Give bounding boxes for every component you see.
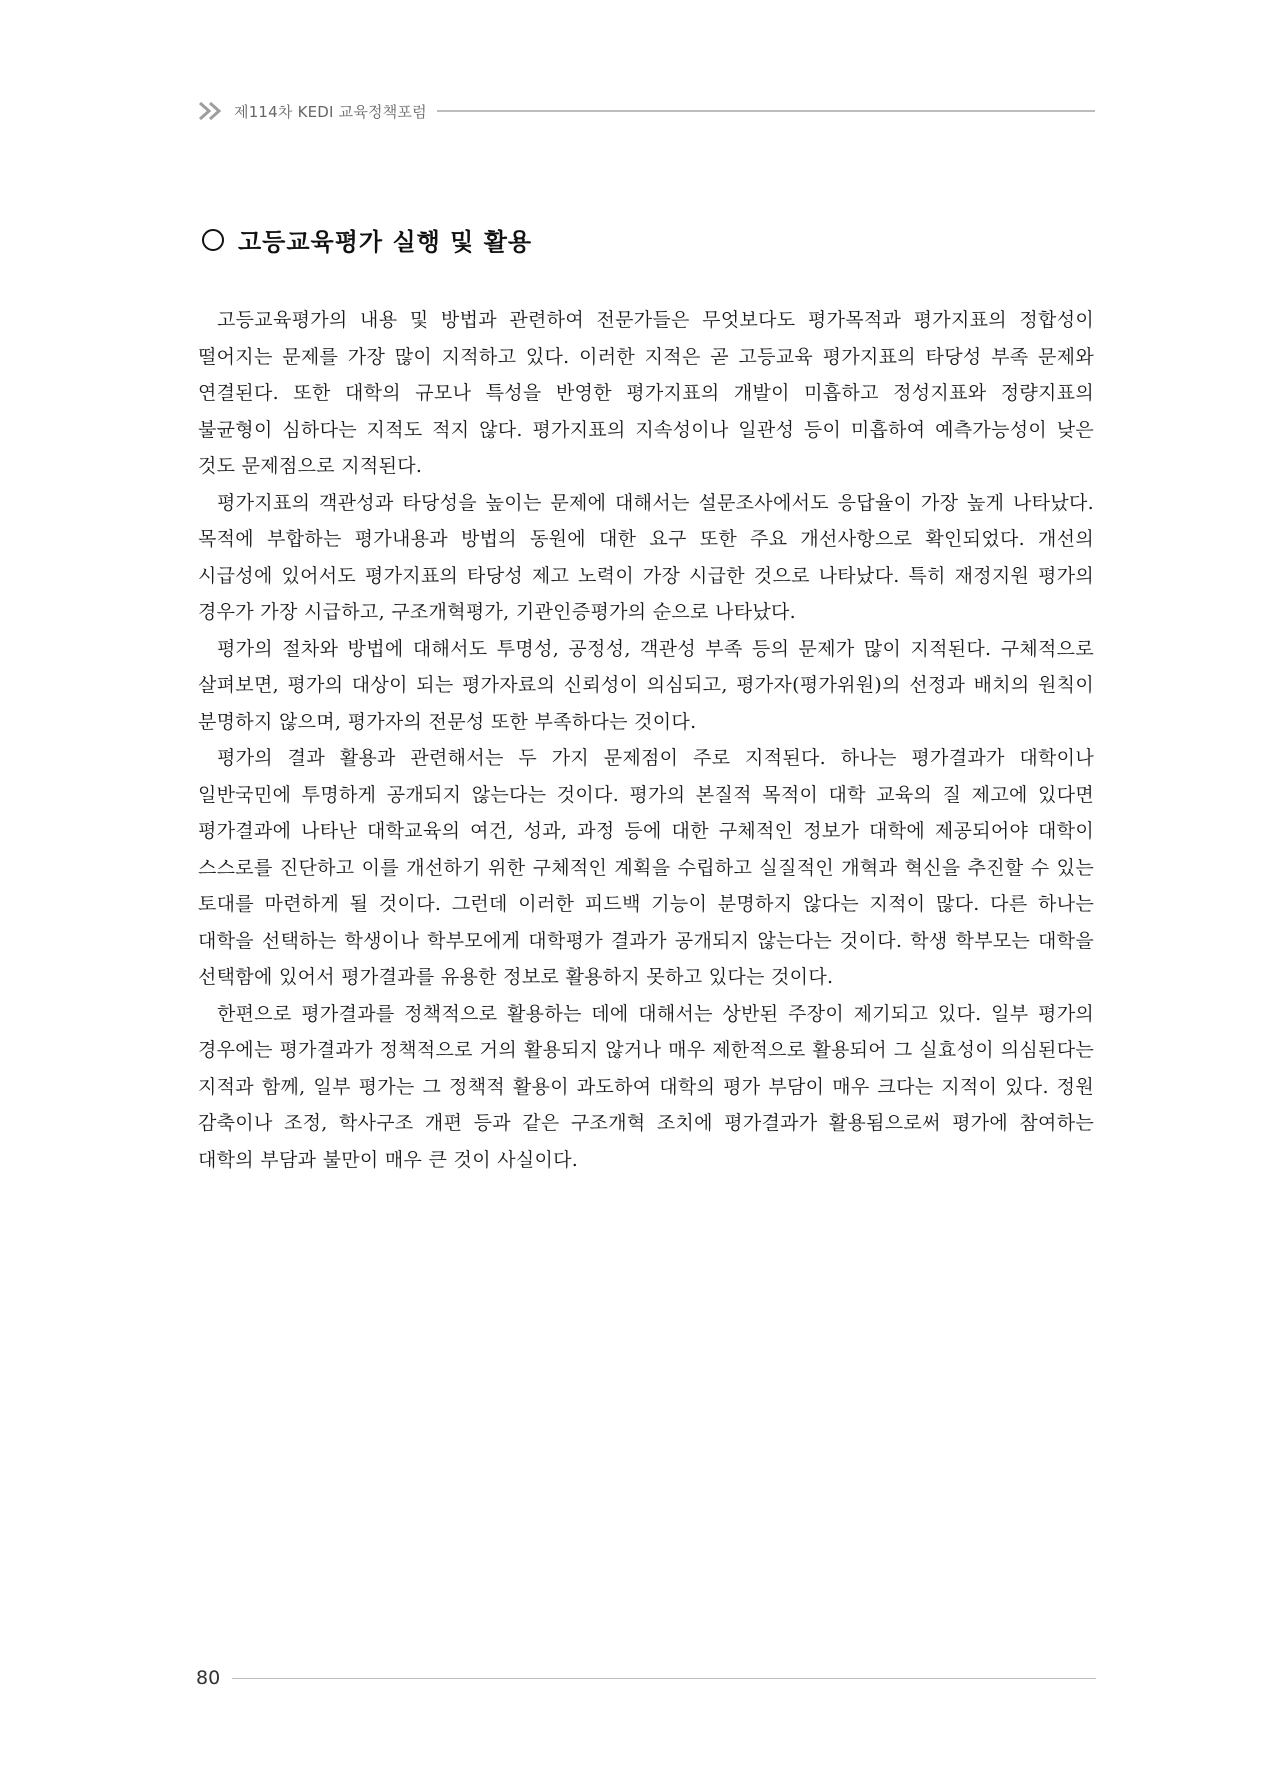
section-title: 고등교육평가 실행 및 활용 (238, 228, 533, 256)
paragraph: 평가의 결과 활용과 관련해서는 두 가지 문제점이 주로 지적된다. 하나는 평가결과가 대학이나 일반국민에 투명하게 공개되지 않는다는 것이다. 평가의 본질적 목적이 대학 교육의 질 제고에 있다면 평가결과에 나타난 대학교육의 여건, 성과, 과정 등에 대한 구체적인 정보가 대학에 제공되어야 대학이 스스로를 진단하고 이를 개선하기 위한 구체적인 계획을 수립하고 실질적인 개혁과 혁신을 추진할 수 있는 토대를 마련하게 될 것이다. 그런데 이러한 피드백 기능이 분명하지 않다는 지적이 많다. 다른 하나는 대학을 선택하는 학생이나 학부모에게 대학평가 결과가 공개되지 않는다는 것이다. 학생 학부모는 대학을 선택함에 있어서 평가결과를 유용한 정보로 활용하지 못하고 있다는 것이다. (198, 747, 1094, 988)
header-title: 제114차 KEDI 교육정책포럼 (234, 102, 427, 121)
double-chevron-right-icon (198, 101, 224, 121)
footer-divider (232, 1678, 1096, 1679)
page-number: 80 (196, 1667, 221, 1689)
body-text (198, 302, 1094, 1178)
page-footer (196, 1664, 1096, 1692)
paragraph: 고등교육평가의 내용 및 방법과 관련하여 전문가들은 무엇보다도 평가목적과 평가지표의 정합성이 떨어지는 문제를 가장 많이 지적하고 있다. 이러한 지적은 곧 고등교육 평가지표의 타당성 부족 문제와 연결된다. 또한 대학의 규모나 특성을 반영한 평가지표의 개발이 미흡하고 정성지표와 정량지표의 불균형이 심하다는 지적도 적지 않다. 평가지표의 지속성이나 일관성 등이 미흡하여 예측가능성이 낮은 것도 문제점으로 지적된다. (198, 309, 1094, 477)
running-header (198, 96, 1095, 126)
paragraph: 평가의 절차와 방법에 대해서도 투명성, 공정성, 객관성 부족 등의 문제가 많이 지적된다. 구체적으로 살펴보면, 평가의 대상이 되는 평가자료의 신뢰성이 의심되고, 평가자(평가위원)의 선정과 배치의 원칙이 분명하지 않으며, 평가자의 전문성 또한 부족하다는 것이다. (198, 637, 1094, 733)
circle-bullet-icon (202, 229, 224, 251)
paragraph: 한편으로 평가결과를 정책적으로 활용하는 데에 대해서는 상반된 주장이 제기되고 있다. 일부 평가의 경우에는 평가결과가 정책적으로 거의 활용되지 않거나 매우 제한적으로 활용되어 그 실효성이 의심된다는 지적과 함께, 일부 평가는 그 정책적 활용이 과도하여 대학의 평가 부담이 매우 크다는 지적이 있다. 정원 감축이나 조정, 학사구조 개편 등과 같은 구조개혁 조치에 평가결과가 활용됨으로써 평가에 참여하는 대학의 부담과 불만이 매우 큰 것이 사실이다. (198, 1002, 1094, 1171)
paragraph: 평가지표의 객관성과 타당성을 높이는 문제에 대해서는 설문조사에서도 응답율이 가장 높게 나타났다. 목적에 부합하는 평가내용과 방법의 동원에 대한 요구 또한 주요 개선사항으로 확인되었다. 개선의 시급성에 있어서도 평가지표의 타당성 제고 노력이 가장 시급한 것으로 나타났다. 특히 재정지원 평가의 경우가 가장 시급하고, 구조개혁평가, 기관인증평가의 순으로 나타났다. (198, 491, 1094, 623)
section-heading (202, 222, 532, 257)
header-divider (437, 110, 1095, 112)
